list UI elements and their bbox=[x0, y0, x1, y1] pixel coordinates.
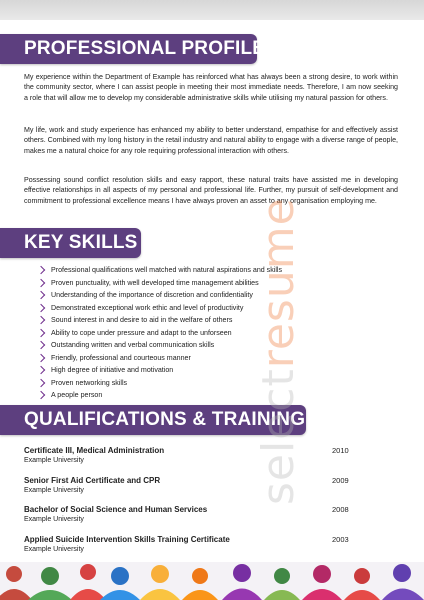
chevron-right-icon bbox=[37, 316, 45, 324]
profile-heading bbox=[0, 34, 266, 64]
skill-item: Ability to cope under pressure and adapt to the unforseen bbox=[38, 327, 378, 340]
skill-item: Sound interest in and desire to aid in the welfare of others bbox=[38, 314, 378, 327]
qualification-year: 2008 bbox=[332, 505, 349, 514]
qualifications-heading bbox=[0, 405, 306, 435]
profile-paragraph-1: My experience within the Department of Example has reinforced what has always been a strong desire, to work within the community sector, where I can assist people in meeting their most immediate needs. Therefore, I am now seeking a role that will allow me to develop my considerable administrative skills while utilising my natural passion for others. bbox=[24, 73, 398, 102]
profile-paragraph-3: Possessing sound conflict resolution skills and easy rapport, these natural traits have assisted me in developing effective relationships in all aspects of my personal and professional life. Further, my pursuit of self-development and commitment to professional excellence means I have always proven an asset to any organisation employing me. bbox=[24, 176, 398, 205]
chevron-right-icon bbox=[37, 291, 45, 299]
qualification-title: Certificate III, Medical Administration bbox=[24, 446, 165, 455]
chevron-right-icon bbox=[37, 366, 45, 374]
chevron-right-icon bbox=[37, 353, 45, 361]
qualification-entry bbox=[24, 475, 374, 496]
qualification-title: Bachelor of Social Science and Human Services bbox=[24, 505, 208, 514]
qualification-institution: Example University bbox=[24, 487, 84, 494]
qualification-title: Applied Suicide Intervention Skills Training Certificate bbox=[24, 535, 230, 544]
qualification-institution: Example University bbox=[24, 546, 84, 553]
skill-item: Proven punctuality, with well developed time management abilities bbox=[38, 277, 378, 290]
skill-item: Outstanding written and verbal communication skills bbox=[38, 339, 378, 352]
profile-heading-text: PROFESSIONAL PROFILE bbox=[24, 38, 266, 59]
qualifications-heading-text: QUALIFICATIONS & TRAINING bbox=[24, 409, 306, 430]
chevron-right-icon bbox=[37, 278, 45, 286]
qualification-entry bbox=[24, 445, 374, 466]
profile-paragraph-2: My life, work and study experience has enhanced my ability to better understand, empathise for and effectively assist others. Combined with my long history in the retail industry and natural ability to engage with a diverse range of people, makes me a natural choice for any role requiring professional interaction with others. bbox=[24, 126, 398, 155]
qualification-entry bbox=[24, 534, 374, 555]
skills-heading bbox=[0, 228, 141, 258]
chevron-right-icon bbox=[37, 341, 45, 349]
skills-list bbox=[38, 264, 378, 402]
qualification-year: 2009 bbox=[332, 476, 349, 485]
watermark-text-resume: resume bbox=[253, 197, 304, 369]
qualification-institution: Example University bbox=[24, 457, 84, 464]
qualification-year: 2010 bbox=[332, 446, 349, 455]
qualification-year: 2003 bbox=[332, 535, 349, 544]
skills-heading-text: KEY SKILLS bbox=[24, 232, 138, 253]
watermark-text-select: select bbox=[253, 368, 304, 505]
skill-item: A people person bbox=[38, 389, 378, 402]
skill-item: Demonstrated exceptional work ethic and level of productivity bbox=[38, 302, 378, 315]
top-banner bbox=[0, 0, 424, 20]
footer-people-graphic bbox=[0, 562, 424, 600]
qualification-title: Senior First Aid Certificate and CPR bbox=[24, 476, 161, 485]
chevron-right-icon bbox=[37, 391, 45, 399]
skill-item: Professional qualifications well matched with natural aspirations and skills bbox=[38, 264, 378, 277]
qualification-institution: Example University bbox=[24, 516, 84, 523]
chevron-right-icon bbox=[37, 266, 45, 274]
people-figures-illustration bbox=[0, 562, 424, 600]
skill-item: High degree of initiative and motivation bbox=[38, 364, 378, 377]
chevron-right-icon bbox=[37, 303, 45, 311]
skill-item: Proven networking skills bbox=[38, 377, 378, 390]
qualification-entry bbox=[24, 504, 374, 525]
skill-item: Friendly, professional and courteous manner bbox=[38, 352, 378, 365]
skill-item: Understanding of the importance of discretion and confidentiality bbox=[38, 289, 378, 302]
chevron-right-icon bbox=[37, 328, 45, 336]
chevron-right-icon bbox=[37, 378, 45, 386]
